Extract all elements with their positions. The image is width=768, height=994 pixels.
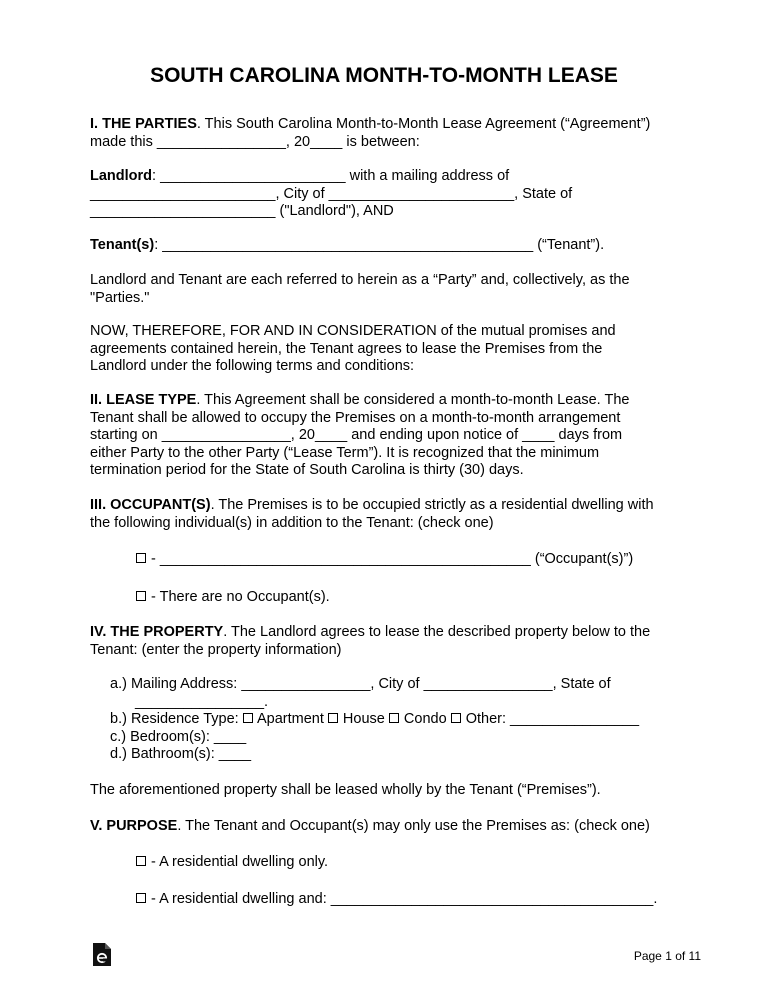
purpose-text-1: . The Tenant and Occupant(s) may only use the Premises as: (check one): [177, 818, 650, 834]
party-definition: [90, 272, 690, 307]
residence-type-label: b.) Residence Type:: [110, 711, 243, 727]
tenant-text-1: : ______________________________________________ (“Tenant”).: [154, 237, 605, 253]
no-occupants-checkbox[interactable]: [136, 591, 146, 601]
purpose-heading: V. PURPOSE: [90, 818, 178, 834]
purpose-option-residential-and: [136, 891, 657, 909]
purpose-option-2-text: - A residential dwelling and: ________________________________________.: [147, 891, 658, 907]
house-checkbox[interactable]: [328, 713, 338, 723]
property-address-2: ________________.: [135, 693, 269, 710]
occupants-text-2: the following individual(s) in addition to the Tenant: (check one): [90, 514, 494, 531]
page-number: Page 1 of 11: [633, 949, 701, 963]
section-purpose: [90, 818, 690, 836]
document-title: SOUTH CAROLINA MONTH-TO-MONTH LEASE: [150, 64, 618, 87]
property-address-1: a.) Mailing Address: ________________, City of ________________, State of: [110, 676, 611, 692]
residential-only-checkbox[interactable]: [136, 856, 146, 866]
lease-type-text-3: starting on ________________, 20____ and ending upon notice of ____ days from: [90, 427, 623, 443]
landlord-text-1: : _______________________ with a mailing address of: [152, 168, 510, 184]
parties-heading: I. THE PARTIES: [90, 116, 197, 132]
consideration-text-1: NOW, THEREFORE, FOR AND IN CONSIDERATION of the mutual promises and: [90, 323, 616, 339]
other-checkbox[interactable]: [451, 713, 461, 723]
lease-type-text-5: termination period for the State of South Carolina is thirty (30) days.: [90, 462, 524, 478]
apartment-checkbox[interactable]: [243, 713, 253, 723]
occupant-option-2-text: - There are no Occupant(s).: [147, 589, 330, 605]
landlord-block: [90, 168, 690, 221]
property-text-2: Tenant: (enter the property information): [90, 641, 342, 658]
residential-and-checkbox[interactable]: [136, 893, 146, 903]
other-label: Other: ________________: [461, 711, 640, 727]
section-lease-type: [90, 392, 690, 480]
section-property: [90, 624, 690, 659]
condo-checkbox[interactable]: [389, 713, 399, 723]
tenant-label: Tenant(s): [90, 237, 155, 253]
party-def-text-2: "Parties.": [90, 289, 150, 306]
landlord-label: Landlord: [90, 168, 153, 184]
lease-type-text-1: . This Agreement shall be considered a month-to-month Lease. The: [196, 392, 630, 408]
property-heading: IV. THE PROPERTY: [90, 624, 224, 640]
occupant-option-none: [136, 589, 330, 607]
lease-type-text-4: either Party to the other Party (“Lease Term”). It is recognized that the minimum: [90, 444, 600, 461]
party-def-text-1: Landlord and Tenant are each referred to herein as a “Party” and, collectively, as the: [90, 272, 630, 288]
consideration-text-3: Landlord under the following terms and conditions:: [90, 358, 415, 374]
occupant-names-checkbox[interactable]: [136, 553, 146, 563]
premises-definition: [90, 782, 690, 800]
property-residence-type: [110, 711, 639, 729]
premises-text: The aforementioned property shall be leased wholly by the Tenant (“Premises”).: [90, 782, 601, 798]
condo-label: Condo: [399, 711, 451, 727]
purpose-option-residential: [136, 854, 328, 872]
parties-text-2: made this ________________, 20____ is between:: [90, 133, 420, 150]
document-logo-icon: [92, 943, 112, 967]
section-occupants: [90, 497, 690, 532]
occupant-option-1-text: - ______________________________________________ (“Occupant(s)”): [147, 551, 634, 567]
tenant-block: [90, 237, 690, 255]
lease-type-heading: II. LEASE TYPE: [90, 392, 197, 408]
parties-text-1: . This South Carolina Month-to-Month Lease Agreement (“Agreement”): [196, 116, 651, 132]
consideration-text-2: agreements contained herein, the Tenant agrees to lease the Premises from the: [90, 340, 603, 357]
property-details: [110, 676, 639, 764]
apartment-label: Apartment: [253, 711, 328, 727]
landlord-text-3: _______________________ ("Landlord"), AND: [90, 203, 394, 219]
section-parties: [90, 116, 690, 151]
property-bedrooms: c.) Bedroom(s): ____: [110, 728, 247, 745]
consideration-clause: [90, 323, 690, 376]
occupants-heading: III. OCCUPANT(S): [90, 497, 211, 513]
purpose-option-1-text: - A residential dwelling only.: [147, 854, 329, 870]
lease-type-text-2: Tenant shall be allowed to occupy the Premises on a month-to-month arrangement: [90, 409, 621, 426]
occupants-text-1: . The Premises is to be occupied strictly as a residential dwelling with: [210, 497, 654, 513]
property-text-1: . The Landlord agrees to lease the described property below to the: [223, 624, 651, 640]
occupant-option-names: [136, 551, 633, 569]
house-label: House: [338, 711, 389, 727]
landlord-text-2: _______________________, City of _______________________, State of: [90, 185, 573, 202]
property-bathrooms: d.) Bathroom(s): ____: [110, 746, 252, 762]
